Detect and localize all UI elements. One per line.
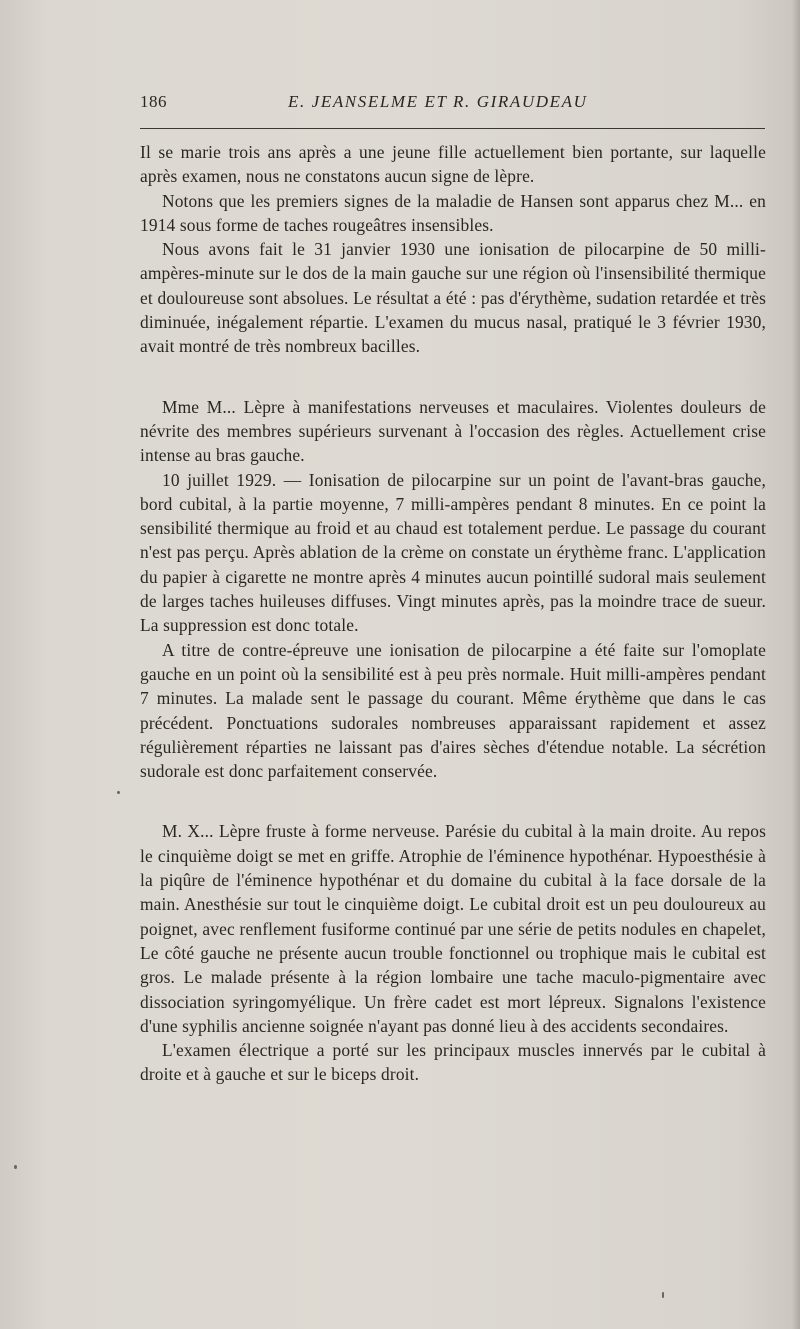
paper-speck (662, 1292, 664, 1298)
paragraph: L'examen électrique a porté sur les principaux muscles innervés par le cubital à droite et à gauche et sur le biceps droit. (140, 1040, 766, 1085)
paragraph: Il se marie trois ans après a une jeune fille actuellement bien portante, sur laquelle après examen, nous ne constatons aucun signe de lèpre. (140, 142, 766, 187)
paragraph: Nous avons fait le 31 janvier 1930 une ionisation de pilocarpine de 50 milli-ampères-minute sur le dos de la main gauche sur une région où l'insensibilité thermique et douloureuse sont absolues. Le résultat a été : pas d'érythème, sudation retardée et très diminuée, inégalement répartie. L'examen du mucus nasal, pratiqué le 3 février 1930, avait montré de très nombreux bacilles. (140, 239, 766, 357)
page-edge-shadow (792, 0, 800, 1329)
page-header (140, 92, 765, 118)
paragraph: 10 juillet 1929. — Ionisation de pilocarpine sur un point de l'avant-bras gauche, bord cubital, à la partie moyenne, 7 milli-ampères pendant 8 minutes. En ce point la sensibilité thermique au froid et au chaud est totalement perdue. Le passage du courant n'est pas perçu. Après ablation de la crème on constate un érythème franc. L'application du papier à cigarette ne montre après 4 minutes aucun pointillé sudoral mais seulement de larges taches huileuses diffuses. Vingt minutes après, pas la moindre trace de sueur. La suppression est donc totale. (140, 469, 766, 636)
paragraph: M. X... Lèpre fruste à forme nerveuse. Parésie du cubital à la main droite. Au repos le cinquième doigt se met en griffe. Atrophie de l'éminence hypothénar. Hypoesthésie à la piqûre de l'éminence hypothénar et du domaine du cubital à la face dorsale de la main. Anesthésie sur tout le cinquième doigt. Le cubital droit est un peu douloureux au poignet, avec renflement fusiforme continué par une série de petits nodules en chapelet, Le côté gauche ne présente aucun trouble fonctionnel ou trophique mais le cubital est gros. Le malade présente à la région lombaire une tache maculo-pigmentaire avec dissociation syringomyélique. Un frère cadet est mort lépreux. Signalons l'existence d'une syphilis ancienne soignée n'ayant pas donné lieu à des accidents secondaires. (140, 821, 766, 1036)
paragraph: A titre de contre-épreuve une ionisation de pilocarpine a été faite sur l'omoplate gauche en un point où la sensibilité est à peu près normale. Huit milli-ampères pendant 7 minutes. La malade sent le passage du courant. Même érythème que dans le cas précédent. Ponctuations sudorales nombreuses apparaissant rapidement et assez régulièrement réparties ne laissant pas d'aires sèches d'étendue notable. La sécrétion sudorale est donc parfaitement conservée. (140, 639, 766, 782)
paper-speck (14, 1165, 17, 1169)
page-number: 186 (140, 92, 167, 111)
paper-speck (117, 791, 120, 794)
page-body (140, 140, 766, 1087)
paragraph: Mme M... Lèpre à manifestations nerveuses et maculaires. Violentes douleurs de névrite des membres supérieurs survenant à l'occasion des règles. Actuellement crise intense au bras gauche. (140, 396, 766, 466)
running-head: E. JEANSELME ET R. GIRAUDEAU (288, 92, 588, 111)
header-rule (140, 128, 765, 129)
paragraph: Notons que les premiers signes de la maladie de Hansen sont apparus chez M... en 1914 sous forme de taches rougeâtres insensibles. (140, 190, 766, 235)
